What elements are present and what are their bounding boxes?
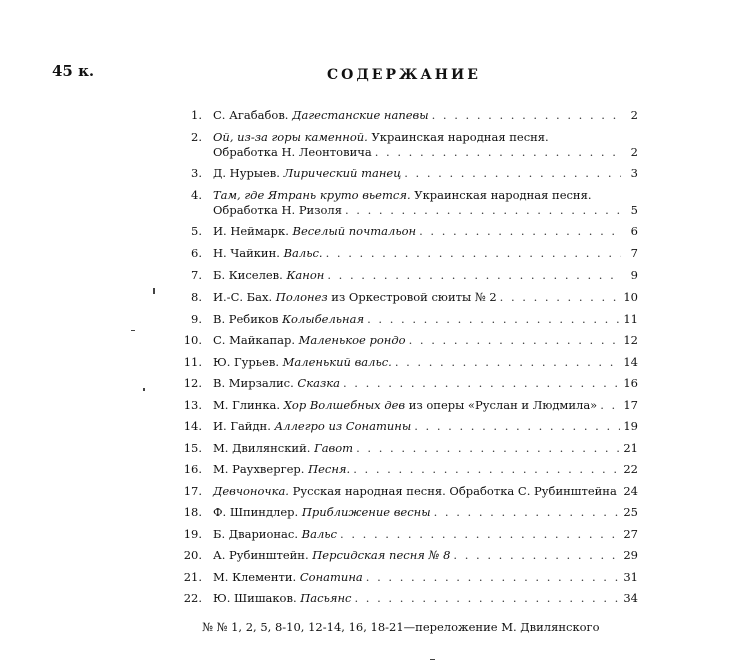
entry-composer: Б. Дварионас.: [213, 527, 299, 541]
entry-title: Там, где Ятрань круто вьется.: [213, 188, 411, 202]
toc-entry: [180, 224, 638, 239]
entry-title: Гавот: [314, 441, 354, 455]
entry-title: Канон: [286, 268, 325, 282]
entry-title: Вальс: [301, 527, 338, 541]
entry-title: Колыбельная: [282, 312, 365, 326]
toc-entry: [180, 419, 638, 434]
dot-leader: [366, 570, 621, 585]
entry-number: 14.: [183, 419, 202, 433]
entry-title: Приближение весны: [301, 505, 431, 519]
toc-entry: [180, 166, 638, 181]
entry-page-number: 3: [630, 166, 638, 180]
entry-number: 8.: [191, 290, 202, 304]
entry-number: 15.: [183, 441, 202, 455]
entry-title: Сонатина: [299, 570, 363, 584]
dot-leader: [340, 527, 620, 542]
dot-leader: [432, 108, 621, 123]
entry-composer: И. Неймарк.: [213, 224, 289, 238]
entry-page-number: 31: [623, 570, 638, 584]
entry-composer: А. Рубинштейн.: [213, 548, 309, 562]
toc-entry: [180, 246, 638, 261]
scan-speck: [143, 388, 145, 391]
entry-number: 7.: [191, 268, 202, 282]
entry-composer: М. Раухвергер.: [213, 462, 305, 476]
entry-page-number: 34: [623, 591, 638, 605]
toc-entry: [180, 268, 638, 283]
entry-page-number: 16: [623, 376, 638, 390]
entry-title: Персидская песня № 8: [312, 548, 451, 562]
entry-title: Полонез: [275, 290, 328, 304]
page-title: СОДЕРЖАНИЕ: [327, 67, 481, 83]
entry-arranger: Обработка Н. Ризоля: [213, 203, 342, 217]
scan-speck: [153, 288, 155, 294]
entry-composer: М. Клементи.: [213, 570, 297, 584]
entry-page-number: 29: [623, 548, 638, 562]
entry-composer: Ю. Гурьев.: [213, 355, 279, 369]
entry-number: 10.: [183, 333, 202, 347]
entry-page-number: 17: [623, 398, 638, 412]
dot-leader: [409, 333, 621, 348]
entry-composer: М. Двилянский.: [213, 441, 311, 455]
toc-entry: [180, 527, 638, 542]
toc-entry: [180, 312, 638, 327]
toc-entry: [180, 398, 638, 413]
dot-leader: [327, 268, 621, 283]
entry-page-number: 21: [623, 441, 638, 455]
entry-title: Лирический танец: [283, 166, 402, 180]
toc-entry: [180, 462, 638, 477]
entry-arranger: Обработка Н. Леонтовича: [213, 145, 372, 159]
entry-composer: И. Гайдн.: [213, 419, 271, 433]
entry-number: 4.: [191, 188, 202, 202]
entry-page-number: 2: [630, 145, 638, 159]
entry-title: Аллегро из Сонатины: [274, 419, 412, 433]
dot-leader: [367, 312, 620, 327]
dot-leader: [395, 355, 621, 370]
entry-detail: Украинская народная песня.: [367, 130, 549, 144]
dot-leader: [343, 376, 620, 391]
entry-number: 11.: [183, 355, 202, 369]
entry-page-number: 9: [630, 268, 638, 282]
entry-page-number: 2: [630, 108, 638, 122]
entry-page-number: 6: [630, 224, 638, 238]
entry-page-number: 7: [630, 246, 638, 260]
dot-leader: [600, 398, 620, 413]
toc-entry: [180, 130, 638, 160]
entry-page-number: 10: [623, 290, 638, 304]
toc-entry: [180, 548, 638, 563]
entry-page-number: 19: [623, 419, 638, 433]
entry-composer: И.-С. Бах.: [213, 290, 273, 304]
dot-leader: [620, 484, 621, 499]
dot-leader: [414, 419, 620, 434]
toc-entry: [180, 376, 638, 391]
toc-entry: [180, 484, 638, 499]
entry-title: Сказка: [297, 376, 340, 390]
entry-number: 9.: [191, 312, 202, 326]
entry-title: Хор Волшебных дев: [283, 398, 406, 412]
toc-entry: [180, 108, 638, 123]
entry-title: Маленькое рондо: [298, 333, 406, 347]
dot-leader: [375, 145, 621, 160]
entry-title: Вальс.: [283, 246, 323, 260]
dot-leader: [353, 462, 620, 477]
toc-entry: [180, 290, 638, 305]
entry-page-number: 14: [623, 355, 638, 369]
scan-speck: [131, 330, 135, 331]
entry-composer: Ф. Шпиндлер.: [213, 505, 299, 519]
entry-composer: Ю. Шишаков.: [213, 591, 297, 605]
entry-number: 12.: [183, 376, 202, 390]
entry-number: 2.: [191, 130, 202, 144]
entry-page-number: 12: [623, 333, 638, 347]
entry-number: 5.: [191, 224, 202, 238]
dot-leader: [404, 166, 621, 181]
entry-number: 22.: [183, 591, 202, 605]
entry-composer: М. Глинка.: [213, 398, 281, 412]
entry-composer: В. Ребиков: [213, 312, 279, 326]
entry-number: 16.: [183, 462, 202, 476]
entry-title: Маленький вальс.: [282, 355, 392, 369]
entry-number: 13.: [183, 398, 202, 412]
entry-number: 3.: [191, 166, 202, 180]
dot-leader: [355, 591, 621, 606]
entry-number: 17.: [183, 484, 202, 498]
entry-detail: Русская народная песня. Обработка С. Рубинштейна: [288, 484, 617, 498]
entry-composer: Д. Нурыев.: [213, 166, 280, 180]
toc-entry: [180, 188, 638, 218]
scan-speck: [430, 659, 435, 660]
toc-entry: [180, 505, 638, 520]
dot-leader: [356, 441, 620, 456]
toc-entry: [180, 570, 638, 585]
dot-leader: [500, 290, 621, 305]
toc-entry: [180, 591, 638, 606]
dot-leader: [434, 505, 621, 520]
entry-title: Песня.: [308, 462, 351, 476]
toc-entry: [180, 355, 638, 370]
entry-detail: Украинская народная песня.: [410, 188, 592, 202]
entry-title: Дагестанские напевы: [292, 108, 429, 122]
entry-number: 6.: [191, 246, 202, 260]
dot-leader: [345, 203, 621, 218]
toc-entry: [180, 333, 638, 348]
entry-title: Ой, из-за горы каменной.: [213, 130, 368, 144]
entry-page-number: 11: [623, 312, 638, 326]
entry-page-number: 25: [623, 505, 638, 519]
entry-number: 18.: [183, 505, 202, 519]
dot-leader: [326, 246, 621, 261]
entry-page-number: 27: [623, 527, 638, 541]
entry-number: 1.: [191, 108, 202, 122]
entry-composer: Б. Киселев.: [213, 268, 283, 282]
entry-detail: из Оркестровой сюиты № 2: [327, 290, 497, 304]
entry-title: Пасьянс: [300, 591, 352, 605]
dot-leader: [453, 548, 620, 563]
entry-number: 19.: [183, 527, 202, 541]
toc-entry: [180, 441, 638, 456]
entry-page-number: 22: [623, 462, 638, 476]
entry-page-number: 24: [623, 484, 638, 498]
entry-composer: Н. Чайкин.: [213, 246, 280, 260]
entry-number: 20.: [183, 548, 202, 562]
entry-title: Веселый почтальон: [292, 224, 417, 238]
arranger-note: № № 1, 2, 5, 8-10, 12-14, 16, 18-21—переложение М. Двилянского: [202, 620, 600, 634]
entry-composer: С. Агабабов.: [213, 108, 289, 122]
price-label: 45 к.: [52, 62, 95, 80]
entry-composer: В. Мирзалис.: [213, 376, 294, 390]
entry-number: 21.: [183, 570, 202, 584]
dot-leader: [419, 224, 621, 239]
entry-detail: из оперы «Руслан и Людмила»: [405, 398, 598, 412]
entry-composer: С. Майкапар.: [213, 333, 295, 347]
entry-title: Девчоночка.: [213, 484, 289, 498]
entry-page-number: 5: [630, 203, 638, 217]
